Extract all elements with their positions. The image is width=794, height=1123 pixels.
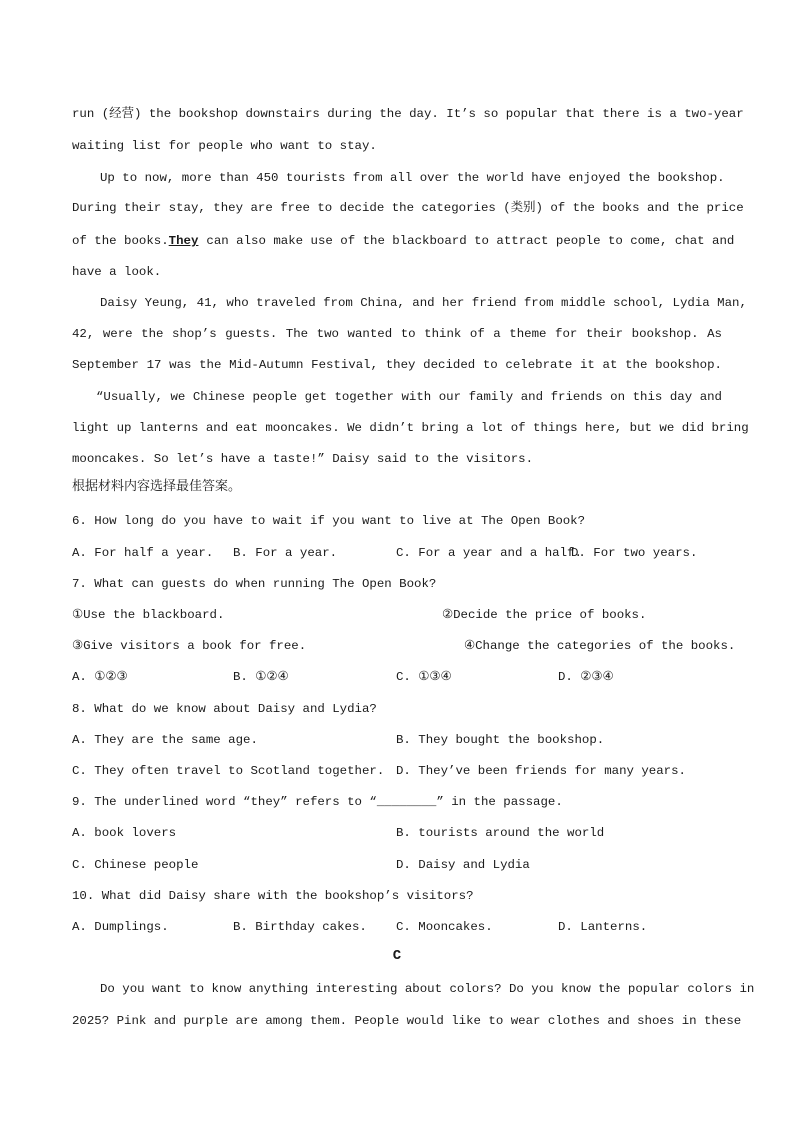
option-d[interactable]: D. Lanterns.: [558, 920, 648, 934]
passage-line: 42, were the shop’s guests. The two wanted to think of a theme for their bookshop. As: [72, 327, 722, 341]
option-a[interactable]: A. book lovers: [72, 826, 177, 840]
passage-line: “Usually, we Chinese people get together with our family and friends on this day and: [96, 390, 722, 404]
option-a[interactable]: A. ①②③: [72, 670, 128, 684]
passage-line: Up to now, more than 450 tourists from all over the world have enjoyed the bookshop.: [100, 171, 725, 185]
statement-3: ③Give visitors a book for free.: [72, 639, 307, 653]
option-c[interactable]: C. They often travel to Scotland together.: [72, 764, 385, 778]
passage-line: September 17 was the Mid-Autumn Festival, they decided to celebrate it at the bookshop.: [72, 358, 722, 372]
option-d[interactable]: D. Daisy and Lydia: [396, 858, 530, 872]
option-a[interactable]: A. They are the same age.: [72, 733, 258, 747]
option-d[interactable]: D. ②③④: [558, 670, 614, 684]
passage-line: 2025? Pink and purple are among them. People would like to wear clothes and shoes in these: [72, 1014, 742, 1028]
passage-text: can also make use of the blackboard to attract people to come, chat and: [206, 234, 735, 248]
option-b[interactable]: B. Birthday cakes.: [233, 920, 367, 934]
statement-1: ①Use the blackboard.: [72, 608, 225, 622]
option-c[interactable]: C. ①③④: [396, 670, 452, 684]
option-a[interactable]: A. For half a year.: [72, 546, 214, 560]
passage-line: run (经营) the bookshop downstairs during the day. It’s so popular that there is a two-year: [72, 107, 744, 121]
question-stem: 6. How long do you have to wait if you want to live at The Open Book?: [72, 514, 586, 528]
option-d[interactable]: D. They’ve been friends for many years.: [396, 764, 686, 778]
option-b[interactable]: B. For a year.: [233, 546, 338, 560]
option-b[interactable]: B. tourists around the world: [396, 826, 605, 840]
option-c[interactable]: C. For a year and a half.: [396, 546, 582, 560]
option-d[interactable]: D. For two years.: [571, 546, 698, 560]
option-c[interactable]: C. Chinese people: [72, 858, 199, 872]
passage-line: Do you want to know anything interesting about colors? Do you know the popular colors in: [100, 982, 755, 996]
question-stem: 7. What can guests do when running The Open Book?: [72, 577, 437, 591]
option-b[interactable]: B. They bought the bookshop.: [396, 733, 605, 747]
option-a[interactable]: A. Dumplings.: [72, 920, 169, 934]
option-b[interactable]: B. ①②④: [233, 670, 289, 684]
statement-2: ②Decide the price of books.: [442, 608, 647, 622]
question-stem: 8. What do we know about Daisy and Lydia?: [72, 702, 377, 716]
underlined-word: They: [168, 234, 199, 248]
question-stem: 10. What did Daisy share with the bookshop’s visitors?: [72, 889, 474, 903]
passage-line: have a look.: [72, 265, 162, 279]
passage-line: mooncakes. So let’s have a taste!” Daisy said to the visitors.: [72, 452, 534, 466]
passage-line: Daisy Yeung, 41, who traveled from China, and her friend from middle school, Lydia Man,: [100, 296, 747, 310]
passage-line: waiting list for people who want to stay.: [72, 139, 377, 153]
passage-line-with-underline: [72, 233, 735, 249]
section-heading: C: [392, 948, 402, 964]
option-c[interactable]: C. Mooncakes.: [396, 920, 493, 934]
question-stem: 9. The underlined word “they” refers to “________” in the passage.: [72, 795, 563, 809]
instruction: 根据材料内容选择最佳答案。: [72, 479, 242, 494]
passage-line: During their stay, they are free to decide the categories (类别) of the books and the price: [72, 201, 744, 215]
passage-text: of the books.: [72, 234, 169, 248]
statement-4: ④Change the categories of the books.: [464, 639, 736, 653]
passage-line: light up lanterns and eat mooncakes. We didn’t bring a lot of things here, but we did bring: [72, 421, 749, 435]
